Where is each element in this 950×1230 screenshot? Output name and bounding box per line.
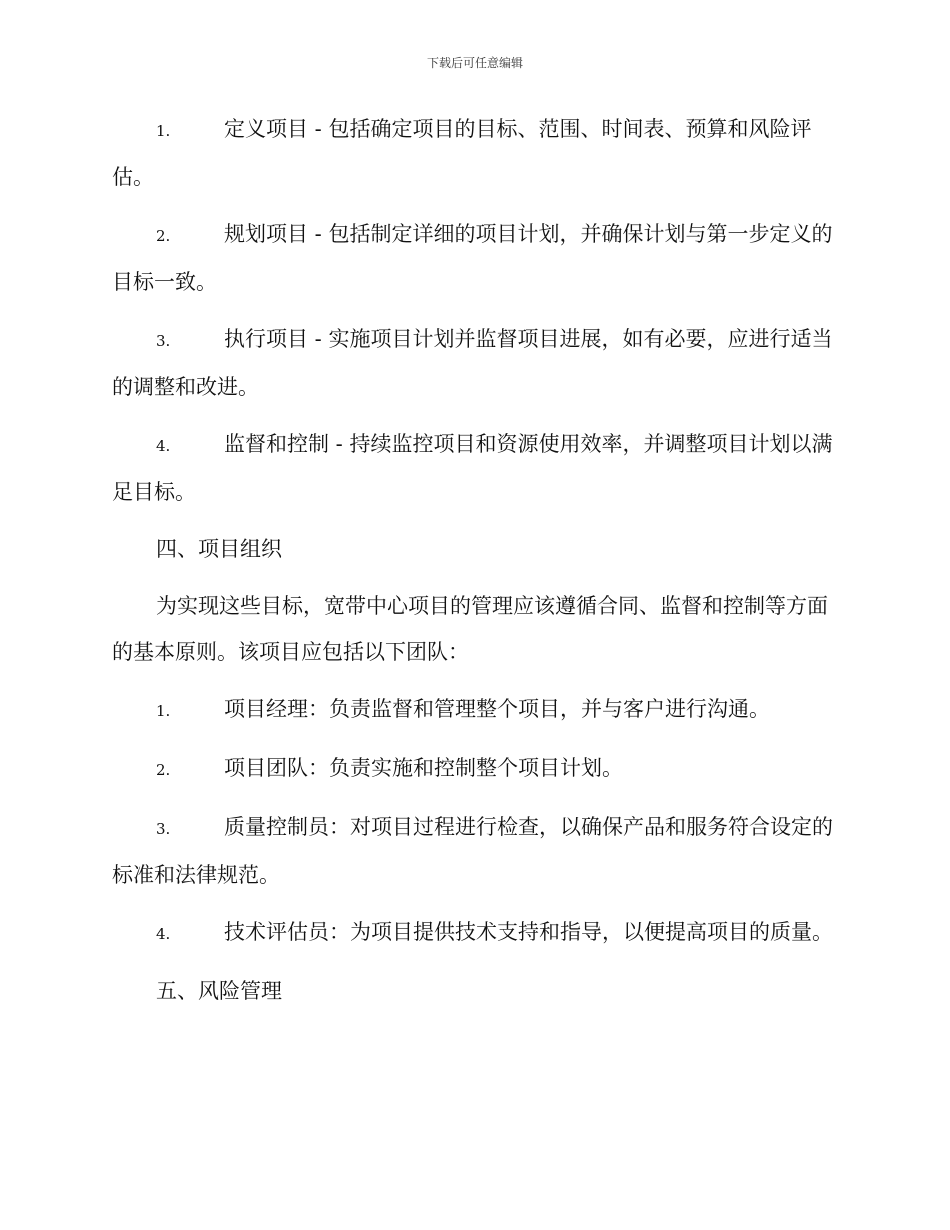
section-heading: 四、项目组织 xyxy=(156,537,282,561)
list-text: 项目团队：负责实施和控制整个项目计划。 xyxy=(224,756,623,780)
list-text: 规划项目 - 包括制定详细的项目计划，并确保计划与第一步定义的目标一致。 xyxy=(112,222,833,294)
page-header: 下载后可任意编辑 xyxy=(426,56,523,70)
list-number: 2. xyxy=(156,227,171,245)
list-item xyxy=(112,316,837,410)
list-text: 执行项目 - 实施项目计划并监督项目进展，如有必要，应进行适当的调整和改进。 xyxy=(112,327,833,399)
list-text: 技术评估员：为项目提供技术支持和指导，以便提高项目的质量。 xyxy=(224,920,833,944)
document-body xyxy=(112,106,837,1025)
list-item xyxy=(112,686,837,734)
list-text: 定义项目 - 包括确定项目的目标、范围、时间表、预算和风险评估。 xyxy=(112,117,812,189)
list-number: 4. xyxy=(156,437,171,455)
section-heading: 五、风险管理 xyxy=(156,979,282,1003)
list-item xyxy=(112,211,837,305)
list-text: 质量控制员：对项目过程进行检查，以确保产品和服务符合设定的标准和法律规范。 xyxy=(112,815,833,887)
list-number: 3. xyxy=(156,820,171,838)
list-number: 1. xyxy=(156,702,171,720)
list-item xyxy=(112,106,837,200)
list-number: 3. xyxy=(156,332,171,350)
list-item xyxy=(112,745,837,793)
list-text: 项目经理：负责监督和管理整个项目，并与客户进行沟通。 xyxy=(224,697,770,721)
list-number: 4. xyxy=(156,925,171,943)
list-item xyxy=(112,421,837,515)
paragraph: 为实现这些目标，宽带中心项目的管理应该遵循合同、监督和控制等方面的基本原则。该项目应包括以下团队： xyxy=(112,594,828,664)
list-item xyxy=(112,909,837,957)
list-item xyxy=(112,804,837,898)
list-text: 监督和控制 - 持续监控项目和资源使用效率，并调整项目计划以满足目标。 xyxy=(112,432,833,504)
list-number: 1. xyxy=(156,122,171,140)
list-number: 2. xyxy=(156,761,171,779)
